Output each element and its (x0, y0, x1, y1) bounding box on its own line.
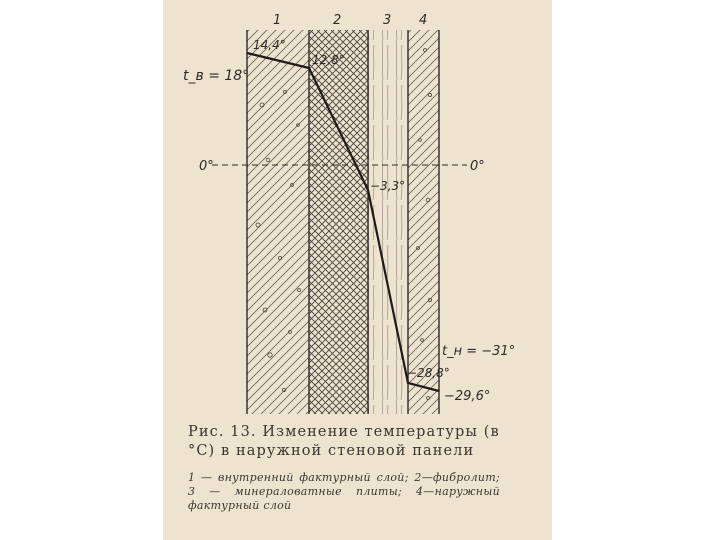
zero-label-right: 0° (470, 159, 485, 174)
temp-label-inner-surface: 14,4° (253, 38, 286, 52)
layer-number-2: 2 (333, 13, 342, 28)
caption-title: Рис. 13. Изменение температуры (в °С) в наружной стеновой панели (188, 424, 500, 459)
layer-1-fill (247, 30, 309, 414)
layer-number-3: 3 (383, 13, 392, 28)
figure-caption (188, 423, 500, 513)
layer-4-fill (408, 30, 439, 414)
zero-label-left: 0° (199, 159, 214, 174)
t-inside-label: t_в = 18° (183, 68, 250, 84)
temp-label-outer-surface: −29,6° (444, 389, 491, 404)
temp-label-layer1-2: 12,8° (312, 53, 345, 67)
temp-label-layer2-3: −3,3° (370, 179, 406, 193)
layer-number-1: 1 (273, 13, 282, 28)
layer-number-4: 4 (419, 13, 428, 28)
t-outside-label: t_н = −31° (442, 344, 516, 359)
temp-label-layer3-4: −28,8° (407, 366, 450, 380)
caption-legend: 1 — внутренний фактурный слой; 2—фибролит; 3 — минераловатные плиты; 4—наружный фактурный слой (188, 471, 500, 512)
